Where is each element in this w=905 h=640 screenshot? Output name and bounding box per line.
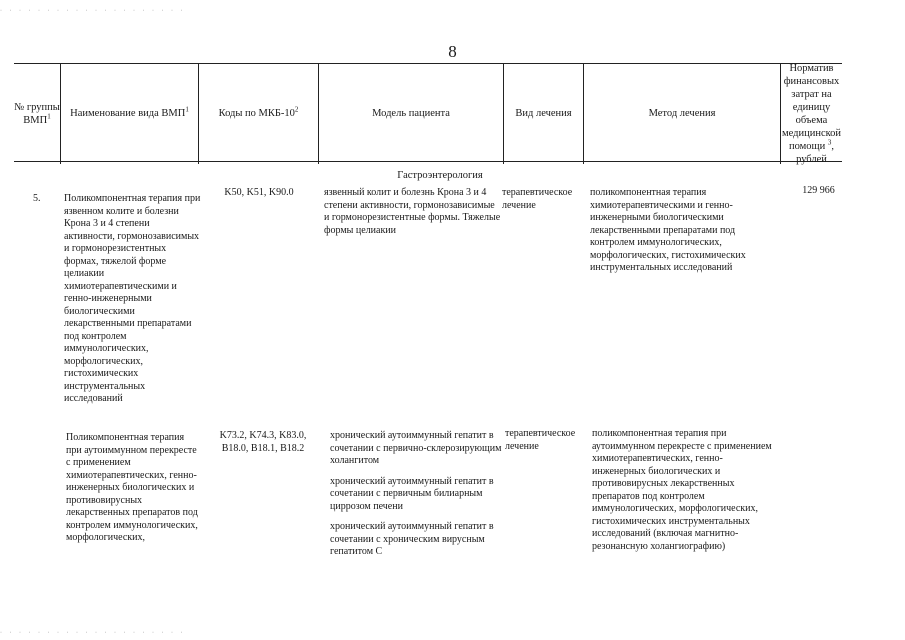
row-treatment-type: терапевтическое лечение (505, 428, 576, 452)
header-vmp-name: Наименование вида ВМП$^1$ (70, 105, 189, 119)
row-financial-norm: 129 966 (802, 185, 835, 196)
row-vmp-name: Поликомпонентная терапия при аутоиммунном перекресте с применением химиотерапевтических, генно-инженерных биологических и противовирусных лекарственных препаратов под контролем иммунологических, морфологических, (66, 432, 198, 543)
row-vmp-name: Поликомпонентная терапия при язвенном колите и болезни Крона 3 и 4 степени активности, гормонозависимых и гормонорезистентных формах, тяжелой форме целиакии химиотерапевтическими и генно-инженерными биологическими лекарственными препаратами под контролем иммунологических, морфологических, гистохимических инструментальных исследований (64, 193, 201, 404)
row-number: 5. (33, 193, 41, 204)
row-treatment-method: поликомпонентная терапия химиотерапевтическими и генно-инженерными биологическими лекарственными препаратами под контролем иммунологических, морфологических, гистохимических инструментальных исследований (590, 187, 746, 273)
row-treatment-method: поликомпонентная терапия при аутоиммунном перекресте с применением химиотерапевтических, генно-инженерных биологических и противовирусных лекарственных препаратов под контролем иммунологических, морфологических, гистохимических инструментальных исследований (включая магнитно-резонансную холангиографию) (592, 428, 772, 552)
row-icd-codes: K73.2, K74.3, K83.0, B18.0, B18.1, B18.2 (219, 430, 307, 454)
header-patient-model: Модель пациента (372, 108, 450, 119)
row-treatment-type: терапевтическое лечение (502, 187, 573, 211)
patient-model-item: хронический аутоиммунный гепатит в сочетании с первично-склерозирующим холангитом (330, 430, 502, 466)
scan-noise-bottom: · · · · · · · · · · · · · · · · · · · · (0, 630, 186, 633)
scan-noise-top: · · · · · · · · · · · · · · · · · · · · (0, 8, 186, 11)
section-title: Гастроэнтерология (397, 170, 483, 181)
patient-model-item: хронический аутоиммунный гепатит в сочетании с хроническим вирусным гепатитом C (330, 521, 494, 557)
header-financial-norm: Норматив финансовых затрат на единицу объема медицинской помощи $^3$, рублей (781, 62, 842, 165)
header-treatment-method: Метод лечения (648, 108, 716, 119)
header-group-number: № группы ВМП$^1$ (14, 101, 60, 126)
patient-model-item: хронический аутоиммунный гепатит в сочетании с первичным билиарным циррозом печени (330, 475, 494, 512)
header-treatment-type: Вид лечения (515, 108, 572, 119)
row-icd-codes: K50, K51, K90.0 (224, 187, 294, 198)
row-patient-model: язвенный колит и болезнь Крона 3 и 4 степени активности, гормонозависимые и гормонорезистентные формы. Тяжелые формы целиакии (324, 187, 501, 236)
row-patient-models (330, 430, 502, 567)
page-number: 8 (448, 42, 457, 61)
header-icd-codes: Коды по МКБ-$10^2$ (218, 105, 299, 119)
